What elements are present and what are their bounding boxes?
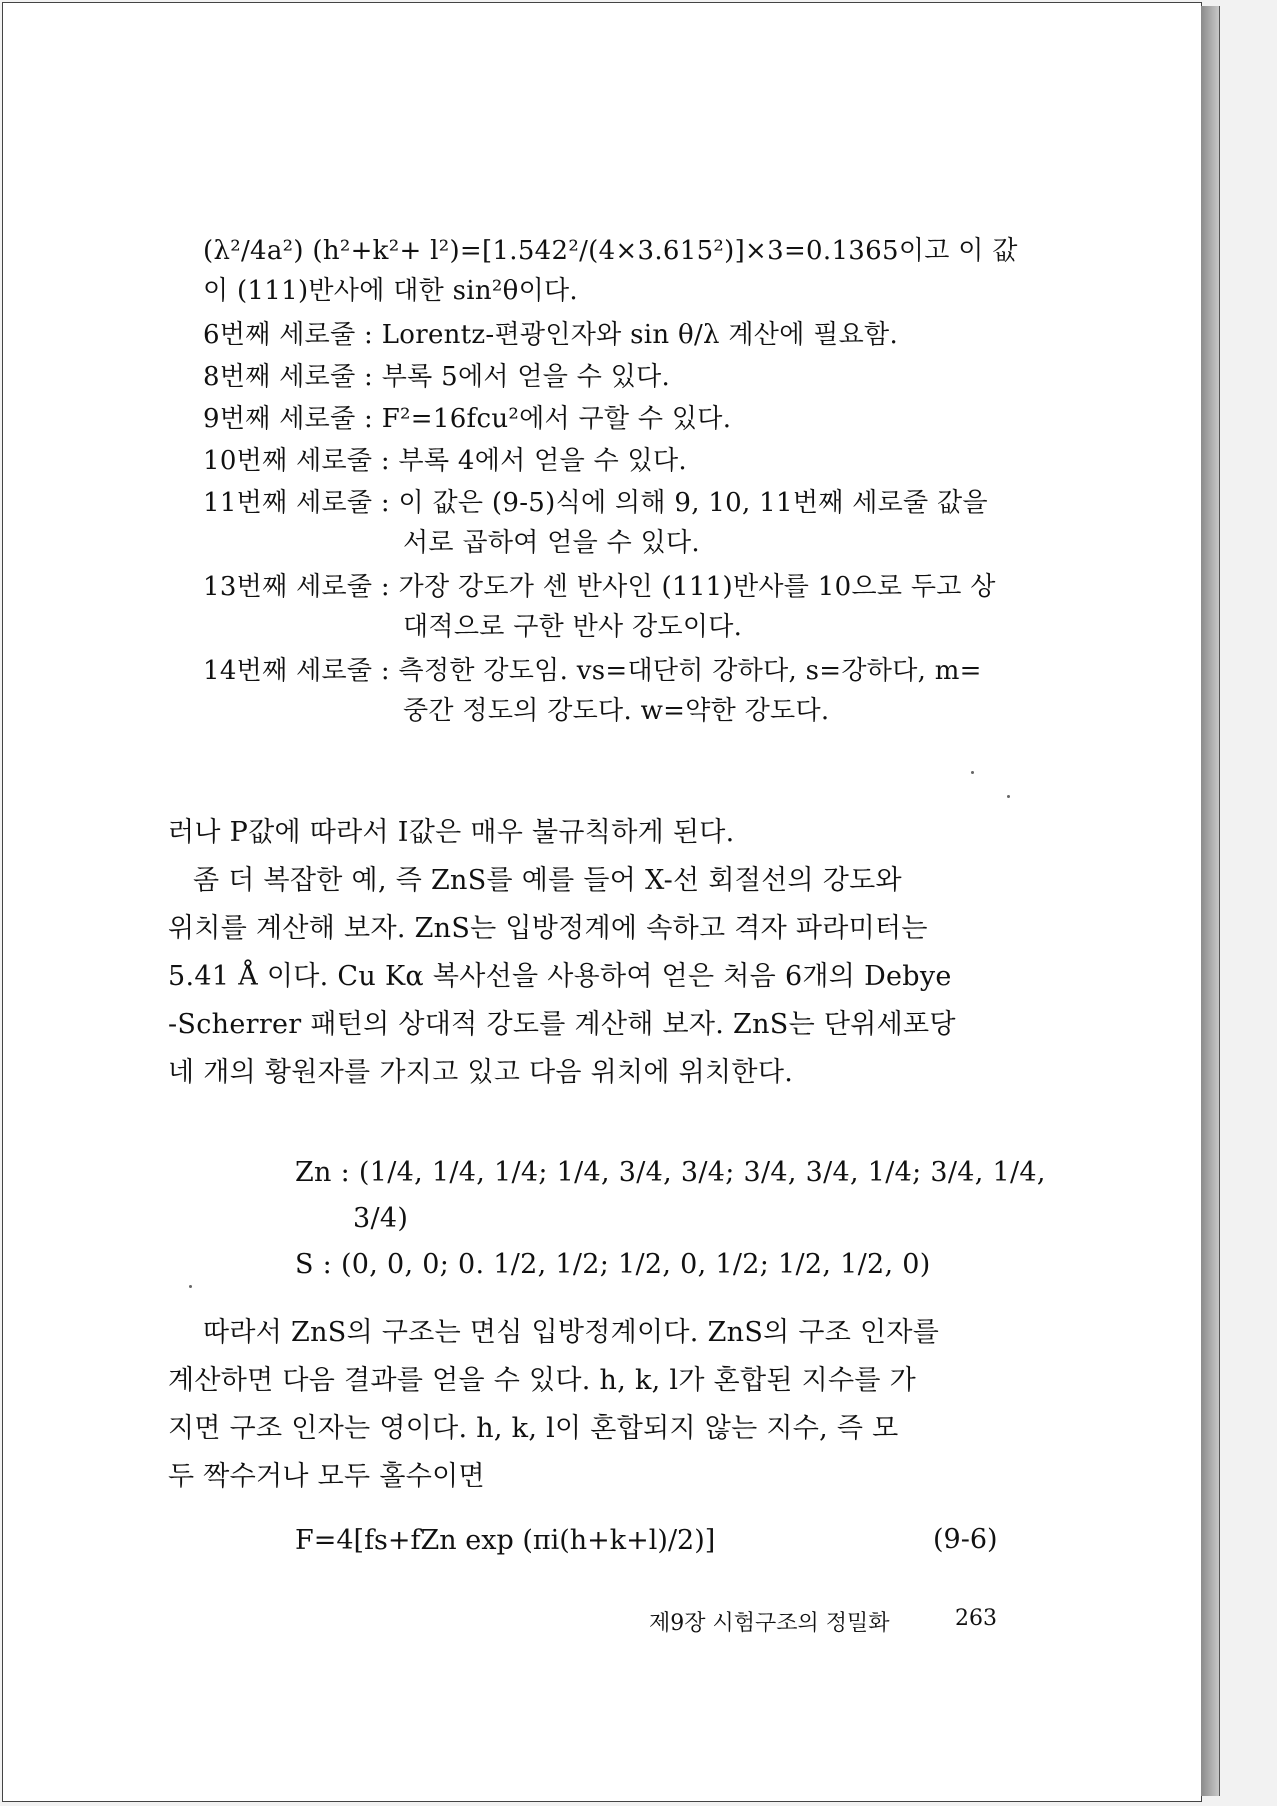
paragraph-line: 지면 구조 인자는 영이다. h, k, l이 혼합되지 않는 지수, 즉 모 [168,1413,899,1444]
paragraph-line: 계산하면 다음 결과를 얻을 수 있다. h, k, l가 혼합된 지수를 가 [168,1365,917,1396]
note-text: 부록 4에서 얻을 수 있다. [398,446,687,476]
note-item [203,569,996,605]
note-label: 9번째 세로줄 : [203,404,374,434]
note-continuation: 대적으로 구한 반사 강도이다. [403,612,743,642]
footer-chapter-title: 제9장 시험구조의 정밀화 [649,1611,890,1636]
paragraph-line: 두 짝수거나 모두 홀수이면 [168,1461,485,1492]
scan-speck [1007,795,1010,798]
paragraph-line: 러나 P값에 따라서 I값은 매우 불규칙하게 된다. [168,817,735,848]
book-page [2,2,1202,1802]
note-text: 이 값은 (9-5)식에 의해 9, 10, 11번째 세로줄 값을 [398,488,988,518]
note-continuation: 서로 곱하여 얻을 수 있다. [403,528,700,558]
note-text: 측정한 강도임. vs=대단히 강하다, s=강하다, m= [398,656,982,686]
formula-line: (λ²/4a²) (h²+k²+ l²)=[1.542²/(4×3.615²)]×3=0.1365이고 이 값 [203,236,1018,266]
scan-speck [189,1285,192,1288]
note-item [203,485,988,521]
page-number: 263 [955,1606,997,1631]
paragraph-line: 5.41 Å 이다. Cu Kα 복사선을 사용하여 얻은 처음 6개의 Debye [168,961,952,992]
note-item [203,317,898,353]
note-item [203,359,670,395]
equation: F=4[fs+fZn exp (πi(h+k+l)/2)] [295,1525,716,1556]
page-edge-shadow [1201,6,1220,1796]
note-label: 11번째 세로줄 : [203,488,390,518]
note-item [203,443,687,479]
equation-number: (9-6) [933,1524,998,1555]
note-item [203,401,731,437]
note-text: 부록 5에서 얻을 수 있다. [381,362,671,392]
note-text: F²=16fcu²에서 구할 수 있다. [381,404,732,434]
note-label: 13번째 세로줄 : [203,572,390,602]
note-label: 10번째 세로줄 : [203,446,390,476]
paragraph-line: 위치를 계산해 보자. ZnS는 입방정계에 속하고 격자 파라미터는 [168,913,928,944]
note-text: 가장 강도가 센 반사인 (111)반사를 10으로 두고 상 [398,572,996,602]
zn-positions: Zn : (1/4, 1/4, 1/4; 1/4, 3/4, 3/4; 3/4, 3/4, 1/4; 3/4, 1/4, [295,1157,1046,1188]
s-positions: S : (0, 0, 0; 0. 1/2, 1/2; 1/2, 0, 1/2; 1/2, 1/2, 0) [295,1249,931,1280]
paragraph-line: 따라서 ZnS의 구조는 면심 입방정계이다. ZnS의 구조 인자를 [203,1317,940,1348]
note-label: 8번째 세로줄 : [203,362,374,392]
note-continuation: 중간 정도의 강도다. w=약한 강도다. [403,696,830,726]
note-label: 14번째 세로줄 : [203,656,390,686]
note-item [203,653,982,689]
paragraph-line: -Scherrer 패턴의 상대적 강도를 계산해 보자. ZnS는 단위세포당 [168,1009,956,1040]
zn-positions-continuation: 3/4) [353,1203,409,1234]
note-text: Lorentz-편광인자와 sin θ/λ 계산에 필요함. [381,320,899,350]
paragraph-line: 좀 더 복잡한 예, 즉 ZnS를 예를 들어 X-선 회절선의 강도와 [193,865,902,896]
scan-speck [971,771,974,774]
formula-continuation: 이 (111)반사에 대한 sin²θ이다. [203,276,578,306]
paragraph-line: 네 개의 황원자를 가지고 있고 다음 위치에 위치한다. [168,1057,794,1088]
note-label: 6번째 세로줄 : [203,320,374,350]
